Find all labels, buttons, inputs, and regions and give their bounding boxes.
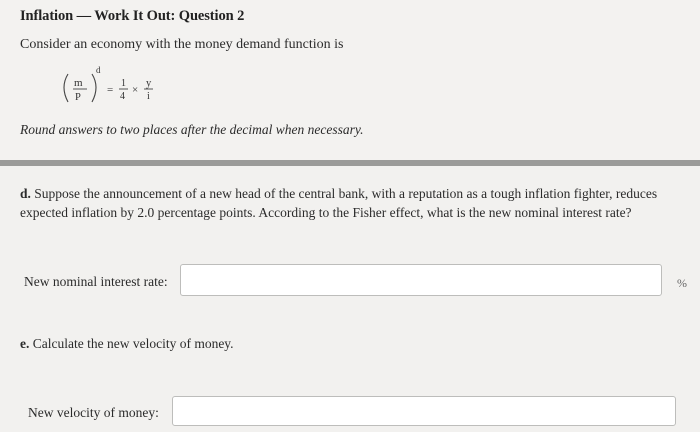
page-title: Inflation — Work It Out: Question 2 <box>20 8 245 24</box>
question-e <box>20 334 688 353</box>
nominal-rate-input[interactable] <box>180 264 662 296</box>
money-demand-formula <box>58 62 168 110</box>
formula-p: P <box>75 92 81 103</box>
velocity-label: New velocity of money: <box>28 405 159 420</box>
formula-d: d <box>96 65 101 75</box>
formula-m: m <box>74 77 83 89</box>
nominal-rate-label: New nominal interest rate: <box>24 274 168 289</box>
question-e-letter: e. <box>20 336 30 351</box>
formula-svg <box>58 62 168 110</box>
rounding-instruction: Round answers to two places after the decimal when necessary. <box>20 122 364 137</box>
formula-equals: = <box>107 84 114 96</box>
right-paren-shape <box>92 74 96 102</box>
left-paren-shape <box>64 74 68 102</box>
question-d-text: Suppose the announcement of a new head of the central bank, with a reputation as a tough inflation fighter, reduces expected inflation by 2.0 percentage points. According to the Fisher effect, what is the new nominal interest rate? <box>20 186 658 220</box>
velocity-input[interactable] <box>172 396 676 426</box>
formula-y: y <box>146 78 152 89</box>
question-e-text: Calculate the new velocity of money. <box>32 336 234 351</box>
formula-one: 1 <box>121 78 126 89</box>
formula-times: × <box>132 84 139 96</box>
percent-unit: % <box>677 276 687 290</box>
question-d-letter: d. <box>20 186 31 201</box>
formula-i: i <box>147 91 150 102</box>
formula-four: 4 <box>120 91 125 102</box>
intro-text: Consider an economy with the money demand function is <box>20 37 344 52</box>
question-d <box>20 184 688 222</box>
